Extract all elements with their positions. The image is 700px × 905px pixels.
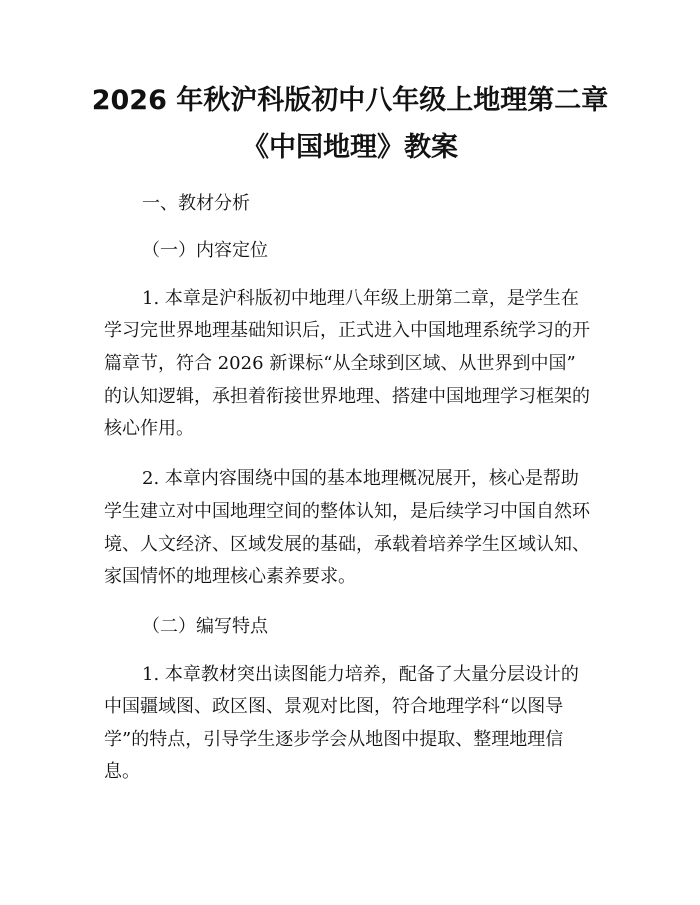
- paragraph-1-line-2: 学习完世界地理基础知识后，正式进入中国地理系统学习的开: [104, 320, 590, 341]
- subsection-heading-content-positioning: （一）内容定位: [142, 240, 268, 261]
- paragraph-1-line-3: 篇章节，符合 2026 新课标“从全球到区域、从世界到中国”: [104, 353, 576, 374]
- paragraph-3-line-1: 1. 本章教材突出读图能力培养，配备了大量分层设计的: [142, 664, 579, 685]
- paragraph-2-line-3: 境、人文经济、区域发展的基础，承载着培养学生区域认知、: [104, 534, 590, 555]
- document-title-line-1: 2026 年秋沪科版初中八年级上地理第二章: [91, 85, 609, 116]
- subsection-heading-writing-features: （二）编写特点: [142, 616, 268, 637]
- paragraph-3-line-4: 息。: [104, 761, 140, 782]
- paragraph-1-line-4: 的认知逻辑，承担着衔接世界地理、搭建中国地理学习框架的: [104, 386, 590, 407]
- paragraph-2-line-1: 2. 本章内容围绕中国的基本地理概况展开，核心是帮助: [142, 468, 579, 489]
- paragraph-2-line-2: 学生建立对中国地理空间的整体认知，是后续学习中国自然环: [104, 501, 590, 522]
- paragraph-1-line-5: 核心作用。: [104, 418, 194, 439]
- paragraph-3-line-2: 中国疆域图、政区图、景观对比图，符合地理学科“以图导: [104, 696, 564, 717]
- paragraph-3-line-3: 学”的特点，引导学生逐步学会从地图中提取、整理地理信: [104, 729, 564, 750]
- paragraph-2-line-4: 家国情怀的地理核心素养要求。: [104, 566, 356, 587]
- section-heading-teaching-material-analysis: 一、教材分析: [142, 193, 250, 214]
- paragraph-1-line-1: 1. 本章是沪科版初中地理八年级上册第二章，是学生在: [142, 288, 579, 309]
- document-title-line-2: 《中国地理》教案: [242, 132, 458, 163]
